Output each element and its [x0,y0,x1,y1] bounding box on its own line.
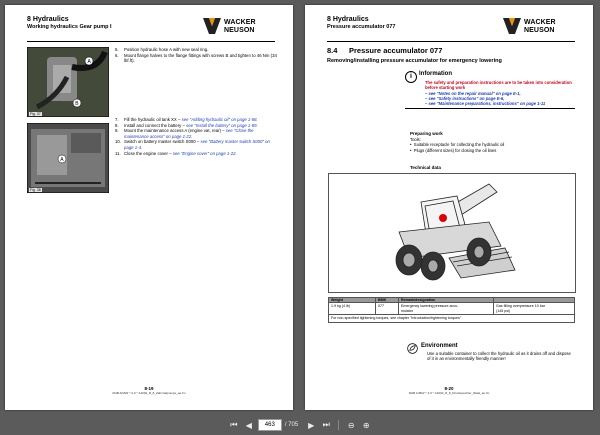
information-box [405,71,575,109]
page-footer [305,386,593,396]
logo-text: WACKER NEUSON [524,19,556,34]
page-subtitle: Pressure accumulator 077 [327,24,396,30]
steps-list-bottom [115,117,277,156]
environment-box [407,343,575,362]
section-title: Pressure accumulator 077 [349,46,443,55]
table-cell: 077 [376,303,399,315]
table-row [329,315,575,322]
figure-caption: Fig. 37 [30,112,41,116]
figure-38 [27,123,109,193]
cross-reference-link[interactable]: – see "Safety instructions" on page E-6, [425,95,505,101]
next-page-icon[interactable]: ▶ [308,420,315,430]
list-item: 11. Close the engine cover – see "Engine cover" on page 1-22. [115,150,237,156]
preparing-work [410,131,575,153]
page-header [27,15,275,42]
svg-text:A: A [60,157,64,163]
table-row [329,303,575,315]
list-item: • Suitable receptacle for collecting the hydraulic oil [410,142,505,148]
footer-filename: RHB ArM02 ^ 2.0 ^ A1002_R_8_Zahnradpumpe_ae.fm [112,391,186,395]
technical-data-heading: Technical data [410,165,441,170]
info-title: Information [419,71,452,77]
table-cell: 1.9 kg (4 lb) [329,303,376,315]
list-item: 8. Install and connect the battery – see "Install the battery" on page 1-89. [115,122,258,128]
svg-text:B: B [75,101,79,107]
wacker-neuson-logo [503,16,575,38]
page-footer [5,386,293,396]
section-number: 8.4 [327,46,338,55]
telehandler-illustration [328,173,576,293]
table-note: For non-specified tightening torques, see chapter "Introduction/tightening torques" [329,315,575,322]
column-header: Weight [329,298,376,303]
figure-caption: Fig. 38 [30,188,41,192]
svg-text:A: A [87,59,91,65]
right-page [305,5,593,410]
list-item: 7. Fill the hydraulic oil tank XX – see "Adding hydraulic oil" on page 1-88. [115,117,258,122]
list-item: • Plugs (different sizes) for closing the oil lines [410,147,497,153]
figure-37 [27,47,109,117]
zoom-out-icon[interactable]: ⊖ [347,420,355,430]
cross-reference-link[interactable]: see "Engine cover" on page 1-22. [172,150,237,156]
table-cell: Emergency lowering pressure accu- mulator [399,303,494,315]
logo-text: WACKER NEUSON [224,19,256,34]
cross-reference-link[interactable]: see "Battery master switch S000" on page 1-4. [124,139,270,150]
list-item: 6. Mount flange halves to the flange fittings with screws B and tighten to 46 Nm (34 lbf.ft). [115,52,277,64]
environment-title: Environment [421,343,458,349]
technical-data-table [328,297,575,323]
cross-reference-link[interactable]: – see "Notes on the repair manual" on page E-1, [425,90,521,96]
toolbar-divider [338,420,339,430]
page-header [327,15,575,42]
prep-heading: Preparing work [410,131,443,136]
logo-mark-icon [203,18,221,34]
cross-reference-link[interactable]: see "Adding hydraulic oil" on page 1-88. [181,117,258,122]
page-subtitle: Working hydraulics Gear pump I [27,24,112,30]
cross-reference-link[interactable]: see "Install the battery" on page 1-89. [186,122,258,128]
chapter-title: 8 Hydraulics [27,16,69,23]
column-header: BMK [376,298,399,303]
left-page [5,5,293,410]
cross-reference-link[interactable]: – see "Maintenance preparations, instructions" on page 1-11 [425,101,546,107]
list-item: 5. Position hydraulic hose A with new seal ring. [115,47,209,52]
tools-label: Tools: [410,136,421,142]
hydraulic-pump-photo [27,47,109,117]
footer-filename: RHB ArM02 ^ 2.0 ^ A1002_R_8_Druckspeicher_fiktak_ae.fm [408,391,490,395]
column-header: Remark/designation [399,298,494,303]
previous-page-icon[interactable]: ◀ [245,420,252,430]
wacker-neuson-logo [203,16,275,38]
page-number: 8-19 [144,386,154,391]
cross-reference-link[interactable]: see "Close the maintenance access" on page 1-22. [124,128,254,139]
table-cell: Gas filling overpressure 10 bar (145 psi) [494,303,575,315]
first-page-icon[interactable]: ⏮ [230,420,238,429]
pdf-viewer-toolbar [0,415,600,435]
environment-text: Use a suitable container to collect the hydraulic oil as it drains off and dispose of it in an environmentally friendly manner! [427,351,571,362]
zoom-in-icon[interactable]: ⊕ [362,420,370,430]
page-number-input[interactable]: 463 [258,419,282,431]
list-item: 9. Mount the maintenance access A (engine vat, rear) – see "Close the maintenance access" on page 1-22. [115,128,254,139]
total-pages: / 705 [284,422,299,428]
last-page-icon[interactable]: ⏭ [322,420,330,429]
accumulator-marker-icon [439,214,447,222]
list-item: 10. Switch on battery master switch S000 – see "Battery master switch S000" on page 1-4. [115,139,270,150]
chapter-title: 8 Hydraulics [327,16,369,23]
section-subtitle: Removing/installing pressure accumulator for emergency lowering [327,58,502,64]
logo-mark-icon [503,18,521,34]
environment-icon [407,343,418,354]
engine-compartment-photo [27,123,109,193]
info-icon: i [405,71,417,83]
telehandler-drawing [329,174,575,292]
safety-warning-text: The safety and preparation instructions are to be taken into consideration before starting work [425,80,572,91]
section-heading [327,46,442,55]
steps-list-top [115,47,277,64]
page-number: 8-20 [444,386,454,391]
